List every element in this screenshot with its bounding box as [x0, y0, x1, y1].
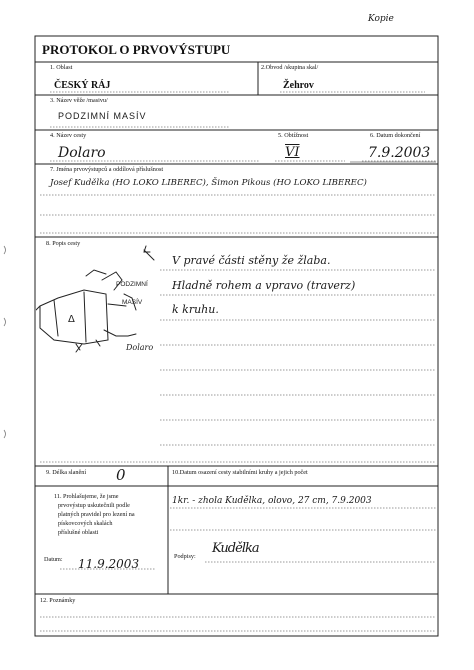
sketch-rock-label-2: MASÍV: [122, 299, 143, 306]
route-sketch: [36, 240, 166, 365]
field-datum-value: 11.9.2003: [78, 557, 140, 571]
field-delka-slaneni-value: 0: [116, 466, 126, 484]
field-datum-dokonceni-label: 6. Datum dokončení: [370, 132, 421, 139]
field-popis-label: 8. Popis cesty: [46, 240, 81, 247]
page-title: PROTOKOL O PRVOVÝSTUPU: [42, 42, 231, 57]
popis-line: V pravé části stěny že žlaba.: [172, 254, 331, 267]
sketch-left-line: [36, 306, 40, 310]
field-jmena-value: Josef Kudělka (HO LOKO LIBEREC), Šimon Pikous (HO LOKO LIBEREC): [50, 178, 367, 188]
sketch-route-label: Dolaro: [126, 343, 154, 352]
field-prohlaseni-label: 11. Prohlašujeme, že jsme prvovýstup uskutečnili podle platných pravidel pro lezení na pískovcových skalách příslušné oblasti: [54, 493, 135, 536]
field-podpisy-value: Kudělka: [212, 541, 259, 556]
field-datum-label: Datum:: [44, 556, 63, 563]
field-obtiznost-value: VI: [285, 145, 300, 160]
field-datum-osazeni-label: 10.Datum osazení cesty stabilními kruhy a jejich počet: [172, 469, 308, 476]
field-prohlaseni-value: 1kr. - zhola Kudělka, olovo, 27 cm, 7.9.2003: [172, 496, 372, 506]
sketch-rock-label-1: PODZIMNÍ: [116, 281, 148, 288]
field-cesta-value: Dolaro: [58, 145, 106, 161]
field-obvod-label: 2.Obvod /skupina skal/: [261, 64, 319, 71]
field-datum-dokonceni-value: 7.9.2003: [368, 145, 431, 161]
field-poznamky-label: 12. Poznámky: [40, 597, 76, 604]
field-jmena-label: 7. Jména prvovýstupců a oddílová příslušnost: [50, 166, 164, 173]
field-obvod-value: Žehrov: [283, 80, 314, 91]
corner-note: Kopie: [368, 14, 394, 24]
field-delka-slaneni-label: 9. Délka slanění: [46, 469, 87, 476]
field-oblast-label: 1. Oblast: [50, 64, 73, 71]
field-oblast-value: ČESKÝ RÁJ: [54, 80, 111, 91]
field-obtiznost-label: 5. Obtížnost: [278, 132, 309, 139]
popis-line: k kruhu.: [172, 303, 219, 316]
sketch-triangle: Δ: [68, 314, 75, 325]
field-podpisy-label: Podpisy:: [174, 553, 196, 560]
field-vez-value: PODZIMNÍ MASÍV: [58, 111, 147, 121]
sketch-route-line: [104, 330, 136, 336]
field-cesta-label: 4. Název cesty: [50, 132, 87, 139]
field-vez-label: 3. Název věže /masivu/: [50, 97, 108, 104]
popis-line: Hladně rohem a vpravo (traverz): [172, 279, 356, 292]
sketch-arrow: [144, 246, 154, 260]
